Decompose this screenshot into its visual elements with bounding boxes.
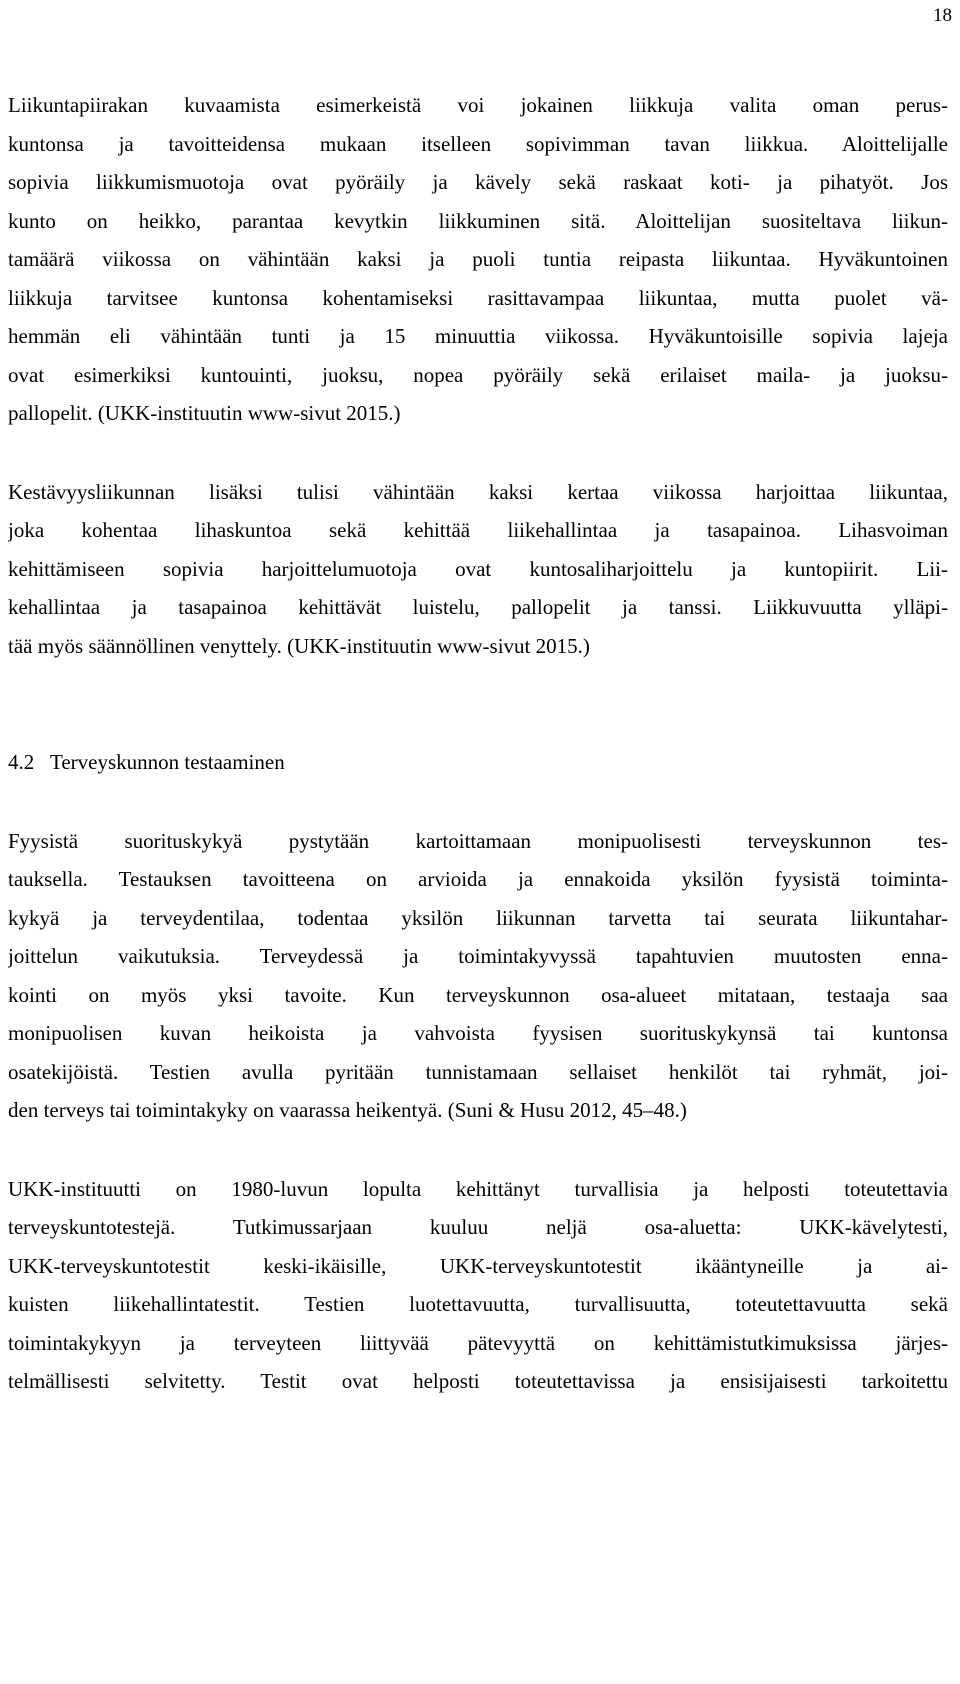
text-line: joittelun vaikutuksia. Terveydessä ja toimintakyvyssä tapahtuvien muutosten enna-	[8, 944, 948, 968]
text-line: den terveys tai toimintakyky on vaarassa heikentyä. (Suni & Husu 2012, 45–48.)	[8, 1098, 687, 1122]
paragraph-spacer	[8, 433, 948, 473]
paragraph-liikuntapiirakka	[8, 86, 948, 433]
text-line: toimintakykyyn ja terveyteen liittyvää pätevyyttä on kehittämistutkimuksissa järjes-	[8, 1330, 948, 1355]
section-number: 4.2	[8, 750, 35, 774]
section-title: Terveyskunnon testaaminen	[50, 750, 285, 774]
text-line: kehallintaa ja tasapainoa kehittävät luistelu, pallopelit ja tanssi. Liikkuvuutta ylläpi-	[8, 595, 948, 619]
text-line: ovat esimerkiksi kuntouinti, juoksu, nopea pyöräily sekä erilaiset maila- ja juoksu-	[8, 362, 948, 387]
text-line: liikkuja tarvitsee kuntonsa kohentamiseksi rasittavampaa liikuntaa, mutta puolet vä-	[8, 285, 948, 310]
text-line: Fyysistä suorituskykyä pystytään kartoittamaan monipuolisesti terveyskunnon tes-	[8, 828, 948, 853]
text-line: Liikuntapiirakan kuvaamista esimerkeistä voi jokainen liikkuja valita oman perus-	[8, 93, 948, 117]
section-spacer	[8, 665, 948, 743]
text-line: kointi on myös yksi tavoite. Kun terveyskunnon osa-alueet mitataan, testaaja saa	[8, 982, 948, 1007]
text-line: kunto on heikko, parantaa kevytkin liikkuminen sitä. Aloittelijan suositeltava liikun-	[8, 208, 948, 233]
paragraph-spacer	[8, 782, 948, 822]
text-line: UKK-instituutti on 1980-luvun lopulta kehittänyt turvallisia ja helposti toteutettavia	[8, 1176, 948, 1201]
page-number: 18	[933, 5, 952, 26]
paragraph-spacer	[8, 1130, 948, 1170]
text-line: monipuolisen kuvan heikoista ja vahvoista fyysisen suorituskykynsä tai kuntonsa	[8, 1021, 948, 1045]
text-line: Kestävyysliikunnan lisäksi tulisi vähintään kaksi kertaa viikossa harjoittaa liikuntaa,	[8, 479, 948, 504]
text-line: joka kohentaa lihaskuntoa sekä kehittää liikehallintaa ja tasapainoa. Lihasvoiman	[8, 518, 948, 542]
text-line: kuisten liikehallintatestit. Testien luotettavuutta, turvallisuutta, toteutettavuutta sekä	[8, 1292, 948, 1316]
text-line: osatekijöistä. Testien avulla pyritään tunnistamaan sellaiset henkilöt tai ryhmät, joi-	[8, 1059, 948, 1084]
text-line: hemmän eli vähintään tunti ja 15 minuuttia viikossa. Hyväkuntoisille sopivia lajeja	[8, 324, 948, 348]
text-line: sopivia liikkumismuotoja ovat pyöräily ja kävely sekä raskaat koti- ja pihatyöt. Jos	[8, 170, 948, 194]
text-line: tamäärä viikossa on vähintään kaksi ja puoli tuntia reipasta liikuntaa. Hyväkuntoinen	[8, 247, 948, 271]
text-line: kehittämiseen sopivia harjoittelumuotoja ovat kuntosaliharjoittelu ja kuntopiirit. Lii-	[8, 556, 948, 581]
text-line: terveyskuntotestejä. Tutkimussarjaan kuuluu neljä osa-aluetta: UKK-kävelytesti,	[8, 1215, 948, 1239]
section-heading	[8, 743, 948, 782]
text-line: kykyä ja terveydentilaa, todentaa yksilön liikunnan tarvetta tai seurata liikuntahar-	[8, 905, 948, 930]
text-line: pallopelit. (UKK-instituutin www-sivut 2015.)	[8, 401, 401, 425]
page-content	[8, 86, 948, 1401]
text-line: telmällisesti selvitetty. Testit ovat helposti toteutettavissa ja ensisijaisesti tarkoitettu	[8, 1369, 948, 1393]
paragraph-ukk-instituutti	[8, 1170, 948, 1401]
text-line: tauksella. Testauksen tavoitteena on arvioida ja ennakoida yksilön fyysistä toiminta-	[8, 867, 948, 891]
paragraph-terveyskunnon-testaus	[8, 822, 948, 1130]
text-line: UKK-terveyskuntotestit keski-ikäisille, UKK-terveyskuntotestit ikääntyneille ja ai-	[8, 1253, 948, 1278]
text-line: kuntonsa ja tavoitteidensa mukaan itselleen sopivimman tavan liikkua. Aloittelijalle	[8, 131, 948, 156]
paragraph-kestavyysliikunta	[8, 473, 948, 666]
text-line: tää myös säännöllinen venyttely. (UKK-instituutin www-sivut 2015.)	[8, 633, 590, 658]
